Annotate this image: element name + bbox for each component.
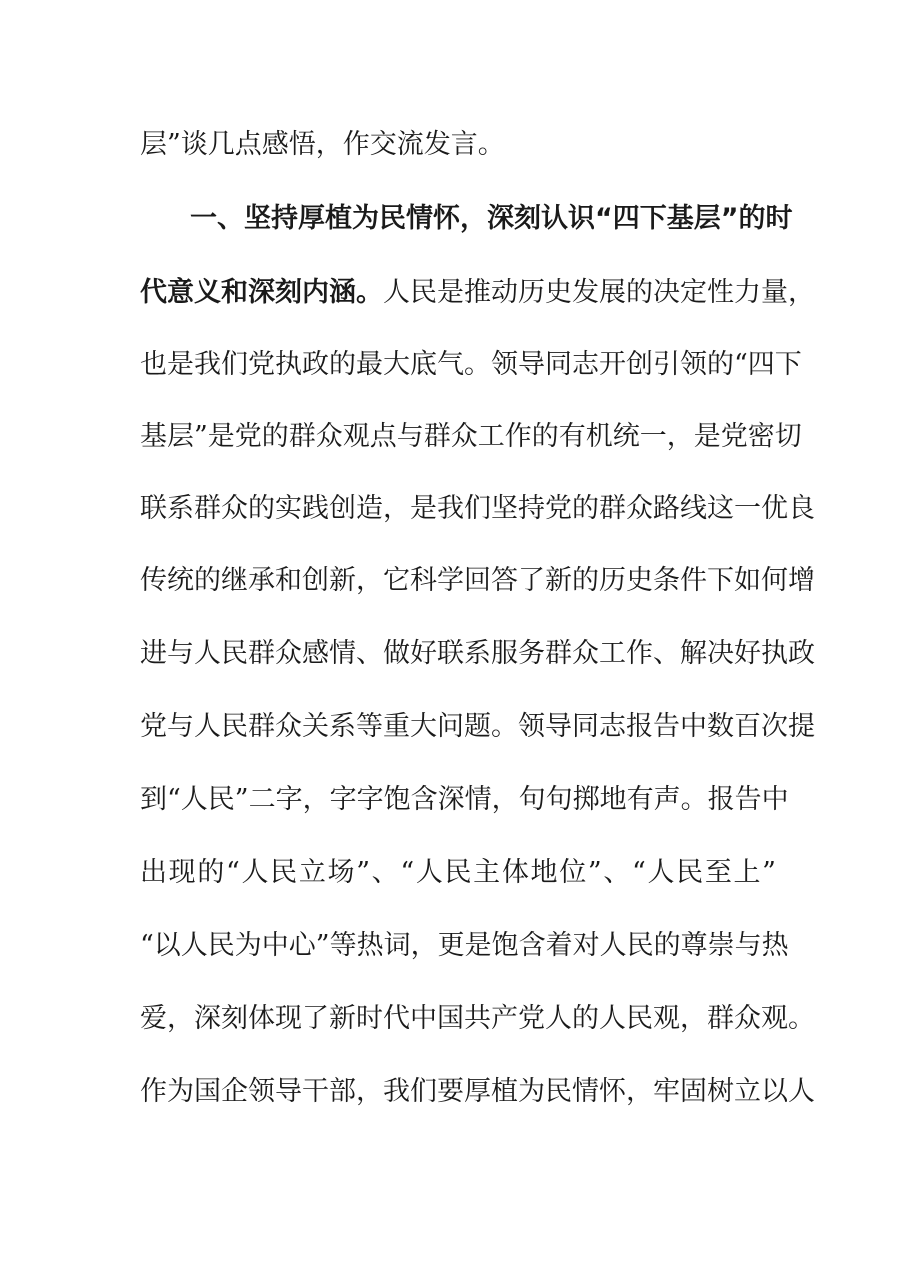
paragraph-line-mixed — [140, 276, 815, 310]
paragraph-line-10: 出现的“人民立场”、“人民主体地位”、“人民至上” — [140, 857, 776, 888]
paragraph-line-7: 进与人民群众感情、做好联系服务群众工作、解决好执政 — [140, 638, 815, 669]
paragraph-line-3: 也是我们党执政的最大底气。领导同志开创引领的“四下 — [140, 349, 802, 380]
paragraph-line-6: 传统的继承和创新，它科学回答了新的历史条件下如何增 — [140, 565, 815, 596]
paragraph-line-1: 层”谈几点感悟，作交流发言。 — [140, 129, 505, 160]
paragraph-line-12: 爱，深刻体现了新时代中国共产党人的人民观，群众观。 — [140, 1003, 815, 1034]
section-heading-line-1: 一、坚持厚植为民情怀，深刻认识“四下基层”的时 — [190, 203, 793, 234]
paragraph-line-8: 党与人民群众关系等重大问题。领导同志报告中数百次提 — [140, 711, 815, 742]
paragraph-line-13: 作为国企领导干部，我们要厚植为民情怀，牢固树立以人 — [140, 1076, 815, 1107]
paragraph-line-5: 联系群众的实践创造，是我们坚持党的群众路线这一优良 — [140, 493, 815, 524]
paragraph-line-11: “以人民为中心”等热词，更是饱含着对人民的尊崇与热 — [140, 930, 789, 961]
paragraph-line-4: 基层”是党的群众观点与群众工作的有机统一，是党密切 — [140, 421, 802, 452]
section-heading-line-2: 代意义和深刻内涵。 — [140, 277, 383, 308]
paragraph-line-9: 到“人民”二字，字字饱含深情，句句掷地有声。报告中 — [140, 784, 789, 815]
paragraph-text-start: 人民是推动历史发展的决定性力量， — [383, 277, 815, 308]
